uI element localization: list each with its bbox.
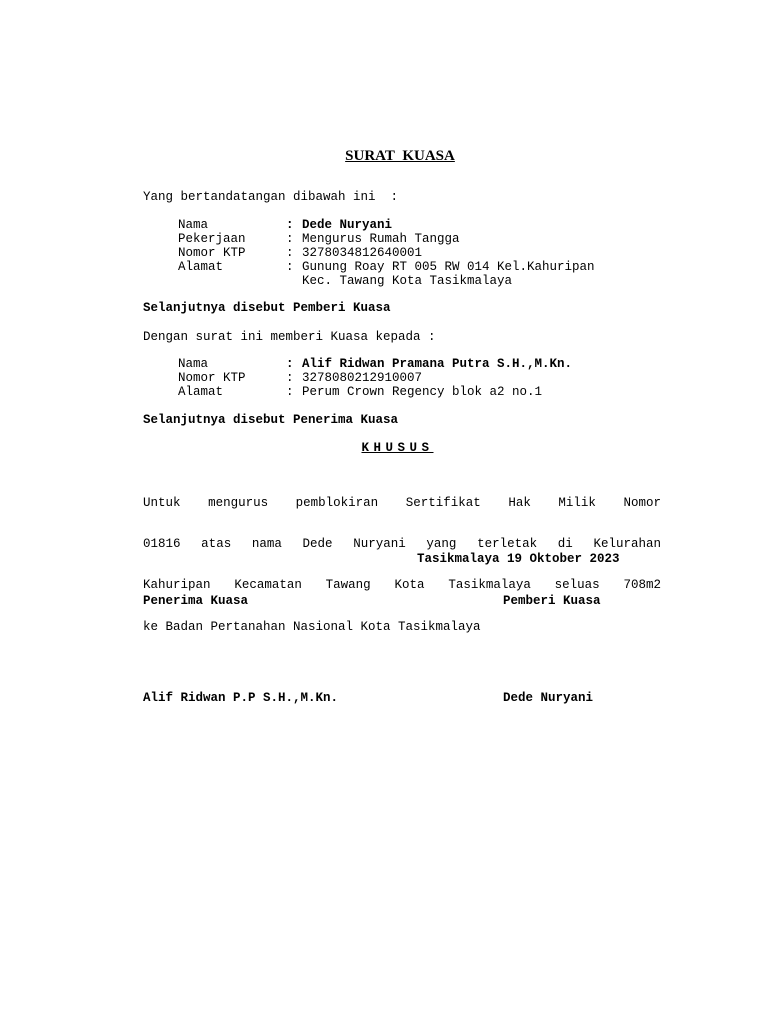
pemberi-pekerjaan-colon: : — [286, 232, 294, 246]
pemberi-alamat-line2: Kec. Tawang Kota Tasikmalaya — [302, 274, 513, 288]
pemberi-pekerjaan-row — [178, 232, 460, 247]
pemberi-alamat-line1: Gunung Roay RT 005 RW 014 Kel.Kahuripan — [302, 260, 595, 274]
penerima-nama-label: Nama — [178, 357, 209, 371]
pemberi-nama-row — [178, 218, 393, 233]
pemberi-ktp-value: 3278034812640001 — [302, 246, 423, 260]
penerima-nama-value: Alif Ridwan Pramana Putra S.H.,M.Kn. — [302, 357, 573, 371]
pemberi-heading: Selanjutnya disebut Pemberi Kuasa — [143, 301, 391, 315]
penerima-ktp-row — [178, 371, 423, 386]
pemberi-ktp-label: Nomor KTP — [178, 246, 246, 260]
body-line: Untuk mengurus pemblokiran Sertifikat Hak Milik Nomor — [143, 495, 661, 510]
penerima-alamat-colon: : — [286, 385, 294, 399]
body-line: 01816 atas nama Dede Nuryani yang terletak di Kelurahan — [143, 536, 661, 551]
intro2-text: Dengan surat ini memberi Kuasa kepada : — [143, 330, 436, 344]
pemberi-alamat-row-2 — [178, 274, 513, 289]
pemberi-nama-colon: : — [286, 218, 294, 232]
khusus-heading: KHUSUS — [361, 441, 434, 455]
pemberi-ktp-row — [178, 246, 423, 261]
pemberi-alamat-colon: : — [286, 260, 294, 274]
penerima-heading: Selanjutnya disebut Penerima Kuasa — [143, 413, 399, 427]
document-title: SURAT KUASA — [345, 148, 455, 164]
penerima-alamat-value: Perum Crown Regency blok a2 no.1 — [302, 385, 543, 399]
sign-left-name: Alif Ridwan P.P S.H.,M.Kn. — [143, 691, 339, 705]
body-line: Kahuripan Kecamatan Tawang Kota Tasikmalaya seluas 708m2 — [143, 578, 661, 593]
pemberi-alamat-label: Alamat — [178, 260, 224, 274]
penerima-ktp-value: 3278080212910007 — [302, 371, 423, 385]
sign-right-name: Dede Nuryani — [503, 691, 594, 705]
sign-right-role: Pemberi Kuasa — [503, 594, 601, 608]
pemberi-nama-label: Nama — [178, 218, 209, 232]
penerima-alamat-label: Alamat — [178, 385, 224, 399]
penerima-alamat-row — [178, 385, 543, 400]
intro-text: Yang bertandatangan dibawah ini : — [143, 190, 399, 204]
penerima-nama-row — [178, 357, 573, 372]
penerima-ktp-label: Nomor KTP — [178, 371, 246, 385]
pemberi-ktp-colon: : — [286, 246, 294, 260]
pemberi-pekerjaan-label: Pekerjaan — [178, 232, 246, 246]
penerima-nama-colon: : — [286, 357, 294, 371]
sign-left-role: Penerima Kuasa — [143, 594, 249, 608]
pemberi-pekerjaan-value: Mengurus Rumah Tangga — [302, 232, 460, 246]
pemberi-nama-value: Dede Nuryani — [302, 218, 393, 232]
body-line: ke Badan Pertanahan Nasional Kota Tasikmalaya — [143, 619, 481, 634]
pemberi-alamat-row — [178, 260, 595, 275]
penerima-ktp-colon: : — [286, 371, 294, 385]
place-date: Tasikmalaya 19 Oktober 2023 — [417, 552, 620, 566]
